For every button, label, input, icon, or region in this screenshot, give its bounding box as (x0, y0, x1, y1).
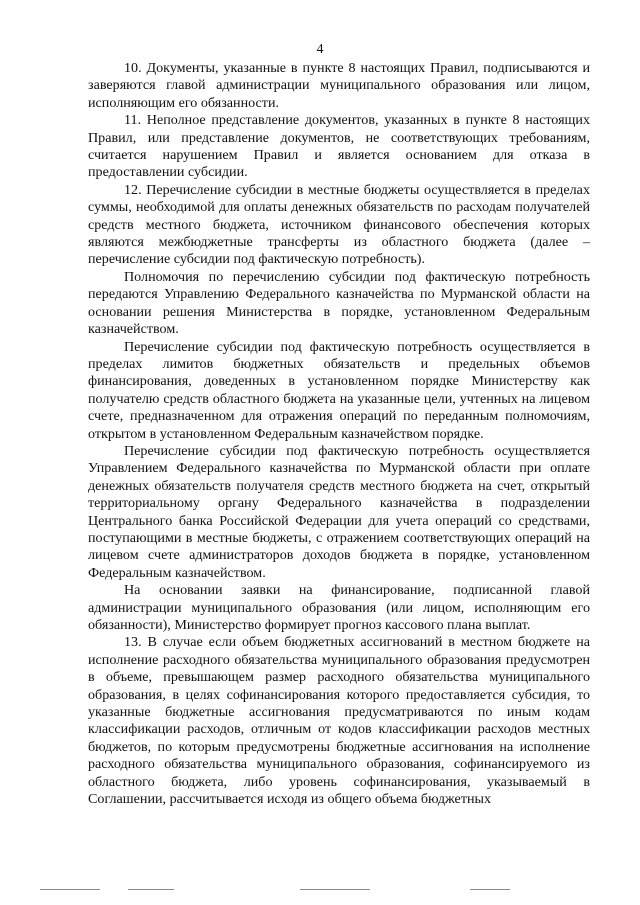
paragraph-13: 13. В случае если объем бюджетных ассигнований в местном бюджете на исполнение расходного обязательства муниципального образования предусмотрен в объеме, превышающем размер расходного обязательства муниципального образования, в целях софинансирования которого предоставляется субсидия, то указанные бюджетные ассигнования предусматриваются по иным кодам классификации расходов, отличным от кодов классификации расходов местных бюджетов, по которым предусмотрены бюджетные ассигнования на исполнение расходного обязательства муниципального образования, софинансируемого из областного бюджета, либо уровень софинансирования, указываемый в Соглашении, рассчитывается исходя из общего объема бюджетных (88, 634, 590, 808)
paragraph-12-forecast: На основании заявки на финансирование, подписанной главой администрации муниципального образования (или лицом, исполняющим его обязанности), Министерство формирует прогноз кассового плана выплат. (88, 582, 590, 633)
paragraph-12-treasury: Перечисление субсидии под фактическую потребность осуществляется Управлением Федерального казначейства по Мурманской области при оплате денежных обязательств получателя средств местного бюджета на счет, открытый территориальному органу Федерального казначейства в подразделении Центрального банка Российской Федерации для учета операций со средствами, поступающими в местные бюджеты, с отражением соответствующих операций на лицевом счете администраторов доходов бюджета в порядке, установленном Федеральным казначейством. (88, 442, 590, 581)
paragraph-12-limits: Перечисление субсидии под фактическую потребность осуществляется в пределах лимитов бюджетных обязательств и предельных объемов финансирования, доведенных в установленном порядке Министерству как получателю средств областного бюджета на указанные цели, учтенных на лицевом счете, предназначенном для отражения операций по переданным полномочиям, открытом в установленном Федеральным казначейством порядке. (88, 338, 590, 442)
page-number: 4 (316, 42, 324, 57)
document-body (88, 60, 590, 808)
paragraph-11: 11. Неполное представление документов, указанных в пункте 8 настоящих Правил, или представление документов, не соответствующих требованиям, считается нарушением Правил и является основанием для отказа в предоставлении субсидии. (88, 112, 590, 181)
paragraph-10: 10. Документы, указанные в пункте 8 настоящих Правил, подписываются и заверяются главой администрации муниципального образования или лицом, исполняющим его обязанности. (88, 60, 590, 111)
paragraph-12-authority: Полномочия по перечислению субсидии под фактическую потребность передаются Управлению Федерального казначейства по Мурманской области на основании решения Министерства в порядке, установленном Федеральным казначейством. (88, 268, 590, 338)
scan-artifacts (0, 889, 640, 893)
paragraph-12: 12. Перечисление субсидии в местные бюджеты осуществляется в пределах суммы, необходимой для оплаты денежных обязательств по расходам получателей средств местного бюджета, источником финансового обеспечения которых являются межбюджетные трансферты из областного бюджета (далее – перечисление субсидии под фактическую потребность). (88, 181, 590, 268)
